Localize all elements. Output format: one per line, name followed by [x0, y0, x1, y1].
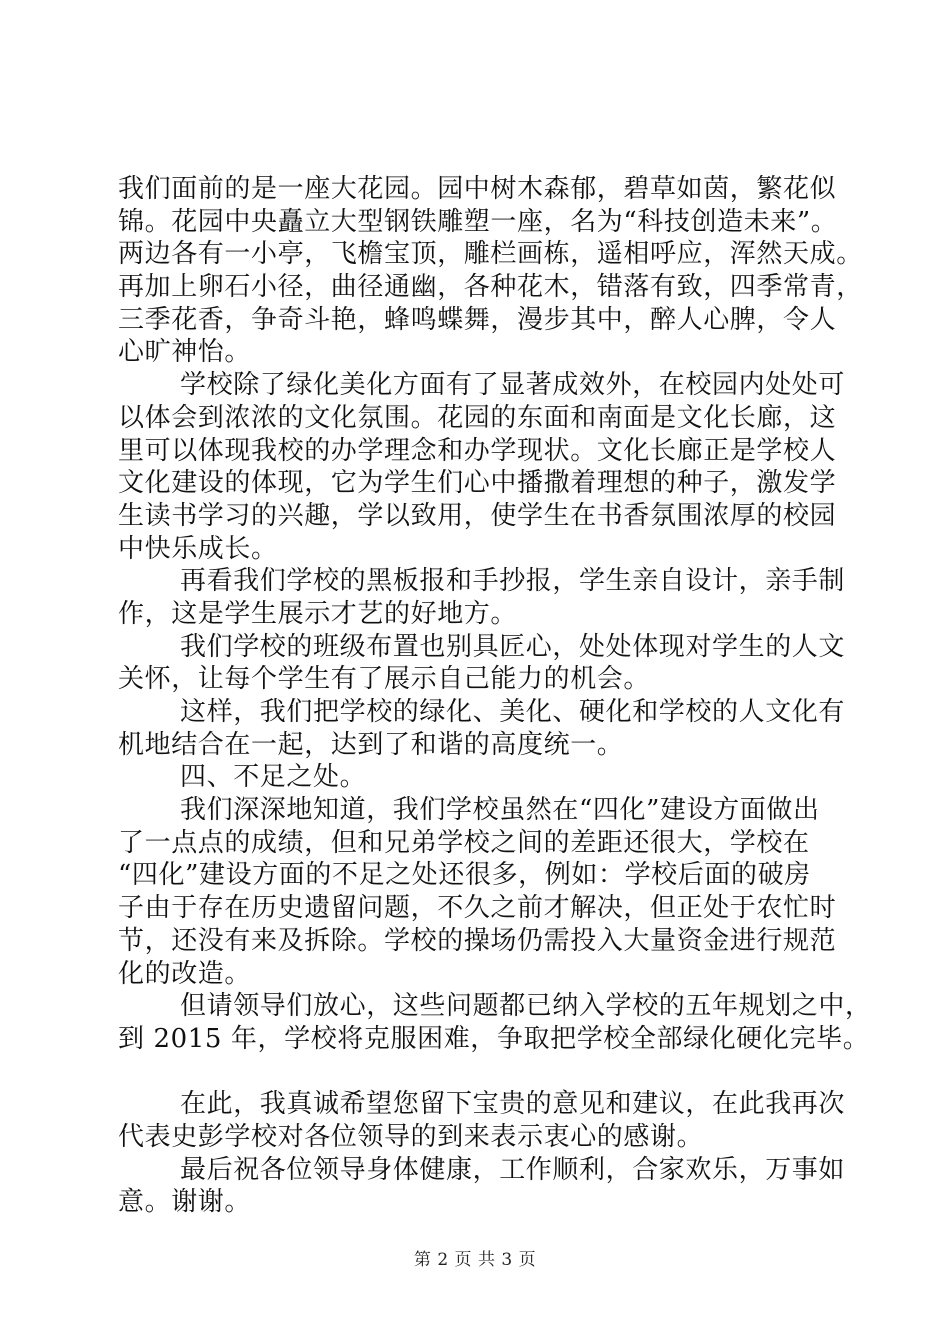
text-line: 化的改造。: [118, 958, 252, 989]
text-line: 我们深深地知道，我们学校虽然在“四化”建设方面做出: [180, 795, 820, 826]
text-line: “四化”建设方面的不足之处还很多，例如：学校后面的破房: [118, 860, 811, 891]
text-line: 锦。花园中央矗立大型钢铁雕塑一座，名为“科技创造未来”。: [118, 206, 838, 237]
text-line: 关怀，让每个学生有了展示自己能力的机会。: [118, 664, 651, 695]
text-line: 意。谢谢。: [118, 1187, 252, 1218]
text-line: 机地结合在一起，达到了和谐的高度统一。: [118, 729, 624, 760]
text-line: 子由于存在历史遗留问题，不久之前才解决，但正处于农忙时: [118, 893, 837, 924]
text-line: 这样，我们把学校的绿化、美化、硬化和学校的人文化有: [180, 697, 846, 727]
page-footer: 第 2 页 共 3 页: [413, 1250, 537, 1270]
text-line: 了一点点的成绩，但和兄弟学校之间的差距还很大，学校在: [118, 827, 810, 858]
text-line: 生读书学习的兴趣，学以致用，使学生在书香氛围浓厚的校园: [118, 500, 837, 531]
text-line: 我们面前的是一座大花园。园中树木森郁，碧草如茵，繁花似: [118, 174, 837, 204]
text-line: 再看我们学校的黑板报和手抄报，学生亲自设计，亲手制: [180, 566, 846, 597]
document-body: [118, 173, 872, 1219]
text-line: 到 2015 年，学校将克服困难，争取把学校全部绿化硬化完毕。: [118, 1023, 870, 1054]
text-line: 我们学校的班级布置也别具匠心，处处体现对学生的人文: [180, 631, 846, 662]
text-line: [118, 1056, 838, 1089]
text-line: 再加上卵石小径，曲径通幽，各种花木，错落有致，四季常青，: [118, 272, 863, 303]
text-line: 心旷神怡。: [118, 337, 252, 368]
text-line: 最后祝各位领导身体健康，工作顺利，合家欢乐，万事如: [180, 1154, 846, 1185]
text-line: 但请领导们放心，这些问题都已纳入学校的五年规划之中，: [180, 991, 872, 1022]
text-line: 四、不足之处。: [180, 762, 367, 793]
text-line: 里可以体现我校的办学理念和办学现状。文化长廊正是学校人: [118, 435, 837, 466]
text-line: 中快乐成长。: [118, 533, 278, 564]
text-line: 学校除了绿化美化方面有了显著成效外，在校园内处处可: [180, 370, 846, 401]
text-line: 三季花香，争奇斗艳，蜂鸣蝶舞，漫步其中，醉人心脾，令人: [118, 304, 837, 335]
text-line: 两边各有一小亭，飞檐宝顶，雕栏画栋，遥相呼应，浑然天成。: [118, 239, 863, 270]
text-line: 在此，我真诚希望您留下宝贵的意见和建议，在此我再次: [180, 1089, 846, 1120]
text-line: 节，还没有来及拆除。学校的操场仍需投入大量资金进行规范: [118, 925, 837, 956]
text-line: 以体会到浓浓的文化氛围。花园的东面和南面是文化长廊，这: [118, 402, 837, 433]
text-line: 文化建设的体现，它为学生们心中播撒着理想的种子，激发学: [118, 468, 837, 499]
text-line: 作，这是学生展示才艺的好地方。: [118, 598, 518, 629]
text-line: 代表史彭学校对各位领导的到来表示衷心的感谢。: [118, 1121, 704, 1152]
